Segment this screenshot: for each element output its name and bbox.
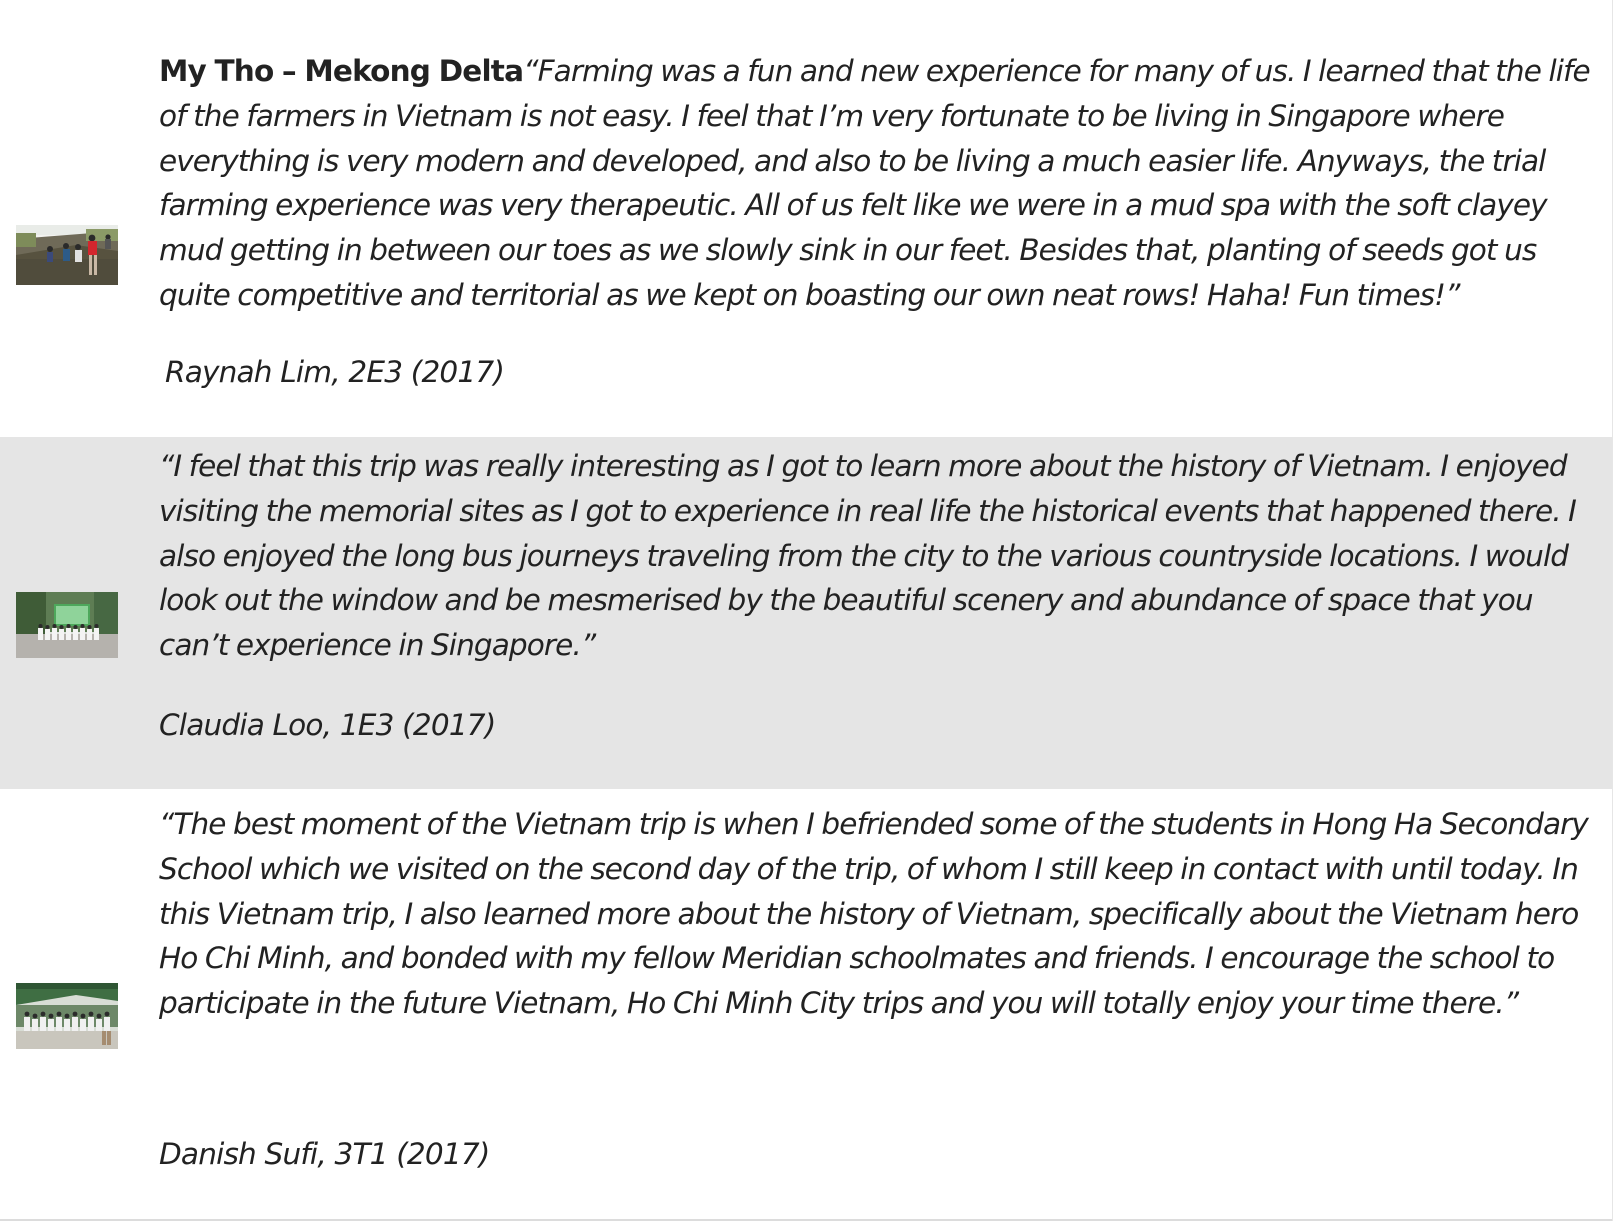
testimonial-claudia: [0, 437, 1612, 789]
memorial-group-photo-image: [16, 592, 118, 658]
testimonial-author: Danish Sufi, 3T1 (2017): [159, 1137, 490, 1171]
testimonial-author: Claudia Loo, 1E3 (2017): [159, 708, 496, 742]
farming-photo-image: [16, 225, 118, 285]
memorial-group-photo-thumbnail[interactable]: [16, 592, 118, 658]
testimonial-author: Raynah Lim, 2E3 (2017): [165, 355, 505, 389]
school-group-photo-thumbnail[interactable]: [16, 983, 118, 1049]
trip-location: My Tho – Mekong Delta: [159, 54, 524, 88]
testimonial-quote: “The best moment of the Vietnam trip is when I befriended some of the students in Hong Ha Secondary School which we visited on the second day of the trip, of whom I still keep in contact with until today. In this Vietnam trip, I also learned more about the history of Vietnam, specifically about the Vietnam hero Ho Chi Minh, and bonded with my fellow Meridian schoolmates and friends. I encourage the school to participate in the future Vietnam, Ho Chi Minh City trips and you will totally enjoy your time there.”: [159, 807, 1588, 1021]
quote-text: “Farming was a fun and new experience for many of us. I learned that the life of the farmers in Vietnam is not easy. I feel that I’m very fortunate to be living in Singapore where everything is very modern and developed, and also to be living a much easier life. Anyways, the trial farming experience was very therapeutic. All of us felt like we were in a mud spa with the soft clayey mud getting in between our toes as we slowly sink in our feet. Besides that, planting of seeds got us quite competitive and territorial as we kept on boasting our own neat rows! Haha! Fun times!”: [159, 54, 1590, 312]
farming-photo-thumbnail[interactable]: [16, 225, 118, 285]
testimonial-quote: “I feel that this trip was really interesting as I got to learn more about the history of Vietnam. I enjoyed visiting the memorial sites as I got to experience in real life the historical events that happened there. I also enjoyed the long bus journeys traveling from the city to the various countryside locations. I would look out the window and be mesmerised by the beautiful scenery and abundance of space that you can’t experience in Singapore.”: [159, 449, 1576, 663]
testimonial-danish: [0, 789, 1612, 1221]
testimonial-raynah: [0, 0, 1612, 437]
school-group-photo-image: [16, 983, 118, 1049]
testimonial-quote: [159, 49, 1599, 318]
